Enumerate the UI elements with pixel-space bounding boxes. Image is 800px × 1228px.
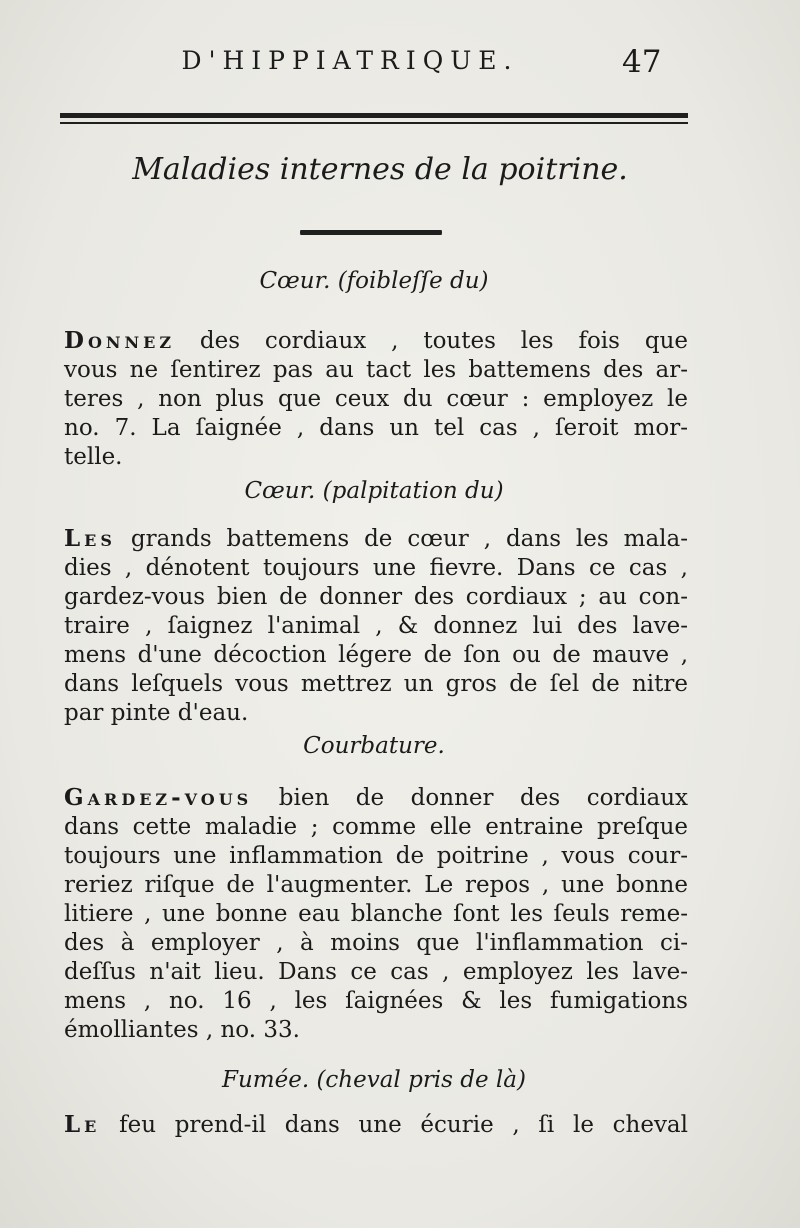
title-ornament [300, 228, 442, 237]
paragraph-line: Gardez-vous bien de donner des cordiaux [64, 784, 688, 811]
paragraph-line: reriez riſque de l'augmenter. Le repos , une bonne [64, 872, 688, 898]
paragraph-line: mens d'une décoction légere de ſon ou de mauve , [64, 642, 688, 668]
section-title: Maladies internes de la poitrine. [132, 152, 628, 187]
paragraph-line: vous ne ſentirez pas au tact les battemens des ar- [64, 357, 688, 383]
paragraph-line: traire , ſaignez l'animal , & donnez lui des lave- [64, 613, 688, 639]
paragraph-line: émolliantes , no. 33. [64, 1017, 300, 1043]
paragraph-line: Le feu prend-il dans une écurie , ſi le cheval [64, 1111, 688, 1138]
entry-heading: Cœur. (palpitation du) [244, 478, 504, 504]
entry-heading: Courbature. [303, 733, 445, 759]
header-rule-thick [60, 113, 688, 118]
paragraph-line: litiere , une bonne eau blanche ſont les ſeuls reme- [64, 901, 688, 927]
paragraph-line: des à employer , à moins que l'inflammation ci- [64, 930, 688, 956]
running-head: D'HIPPIATRIQUE. [181, 46, 519, 75]
paragraph-line: deſſus n'ait lieu. Dans ce cas , employez les lave- [64, 959, 688, 985]
entry-heading: Cœur. (foibleſſe du) [259, 268, 489, 294]
entry-heading: Fumée. (cheval pris de là) [222, 1067, 526, 1093]
paragraph-line: telle. [64, 444, 123, 470]
page-number: 47 [622, 44, 662, 80]
paragraph-line: Donnez des cordiaux , toutes les fois que [64, 327, 688, 354]
entry-paragraph [64, 326, 688, 472]
entry-paragraph [64, 783, 688, 1045]
paragraph-line: par pinte d'eau. [64, 700, 249, 726]
paragraph-line: gardez-vous bien de donner des cordiaux ; au con- [64, 584, 688, 610]
paragraph-line: dans leſquels vous mettrez un gros de ſel de nitre [64, 671, 688, 697]
paragraph-lead-word: Gardez-vous [64, 784, 253, 811]
paragraph-lead-word: Les [64, 525, 116, 552]
paragraph-line: teres , non plus que ceux du cœur : employez le [64, 386, 688, 412]
paragraph-line: dies , dénotent toujours une fievre. Dans ce cas , [64, 555, 688, 581]
paragraph-line: toujours une inflammation de poitrine , vous cour- [64, 843, 688, 869]
paragraph-line: dans cette maladie ; comme elle entraine preſque [64, 814, 688, 840]
paragraph-line: no. 7. La ſaignée , dans un tel cas , ſeroit mor- [64, 415, 688, 441]
paragraph-line: mens , no. 16 , les ſaignées & les fumigations [64, 988, 688, 1014]
header-rule-thin [60, 122, 688, 124]
entry-paragraph [64, 1110, 688, 1140]
paragraph-lead-word: Donnez [64, 327, 176, 354]
paragraph-line: Les grands battemens de cœur , dans les mala- [64, 525, 688, 552]
paragraph-lead-word: Le [64, 1111, 101, 1138]
entry-paragraph [64, 524, 688, 728]
